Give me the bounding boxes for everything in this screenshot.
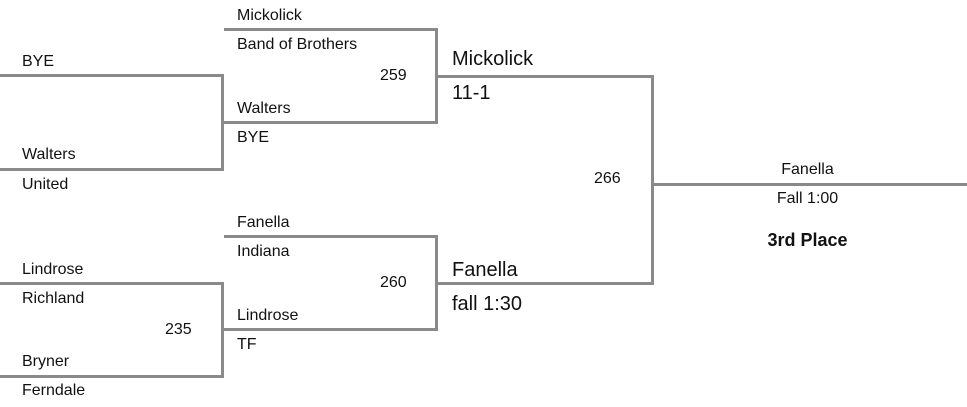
wrestler-name: Lindrose — [237, 307, 299, 324]
team-name: Richland — [22, 290, 85, 307]
bracket-line — [654, 183, 967, 186]
wrestler-name: Bryner — [22, 353, 70, 370]
bracket-line — [0, 375, 224, 378]
bracket-line — [438, 75, 654, 78]
wrestler-name: Fanella — [452, 259, 518, 281]
wrestler-name: Mickolick — [452, 48, 534, 70]
bracket-line — [651, 75, 654, 285]
bracket-line — [224, 328, 438, 331]
final-result: Fall 1:00 — [776, 190, 839, 207]
match-result: BYE — [237, 129, 270, 146]
bracket-line — [0, 168, 224, 171]
team-name: United — [22, 176, 69, 193]
match-number: 266 — [594, 170, 621, 187]
place-label: 3rd Place — [767, 230, 848, 250]
bracket-line — [224, 235, 438, 238]
wrestler-name: Walters — [22, 146, 76, 163]
match-number: 235 — [165, 321, 192, 338]
match-result: 11-1 — [452, 82, 491, 104]
wrestler-name: Fanella — [237, 214, 290, 231]
match-result: TF — [237, 336, 257, 353]
wrestler-name: Mickolick — [237, 7, 302, 24]
team-name: Indiana — [237, 243, 290, 260]
bracket-line — [0, 74, 224, 77]
wrestler-name: BYE — [22, 53, 55, 70]
bracket-line — [224, 28, 438, 31]
wrestler-name: Walters — [237, 100, 291, 117]
bracket-line — [224, 121, 438, 124]
bracket-line — [0, 282, 224, 285]
final-winner-name: Fanella — [781, 161, 834, 178]
match-result: fall 1:30 — [452, 293, 523, 315]
bracket-line — [438, 282, 654, 285]
match-number: 260 — [380, 274, 407, 291]
match-number: 259 — [380, 67, 407, 84]
team-name: Ferndale — [22, 382, 86, 399]
team-name: Band of Brothers — [237, 36, 358, 53]
wrestler-name: Lindrose — [22, 261, 84, 278]
